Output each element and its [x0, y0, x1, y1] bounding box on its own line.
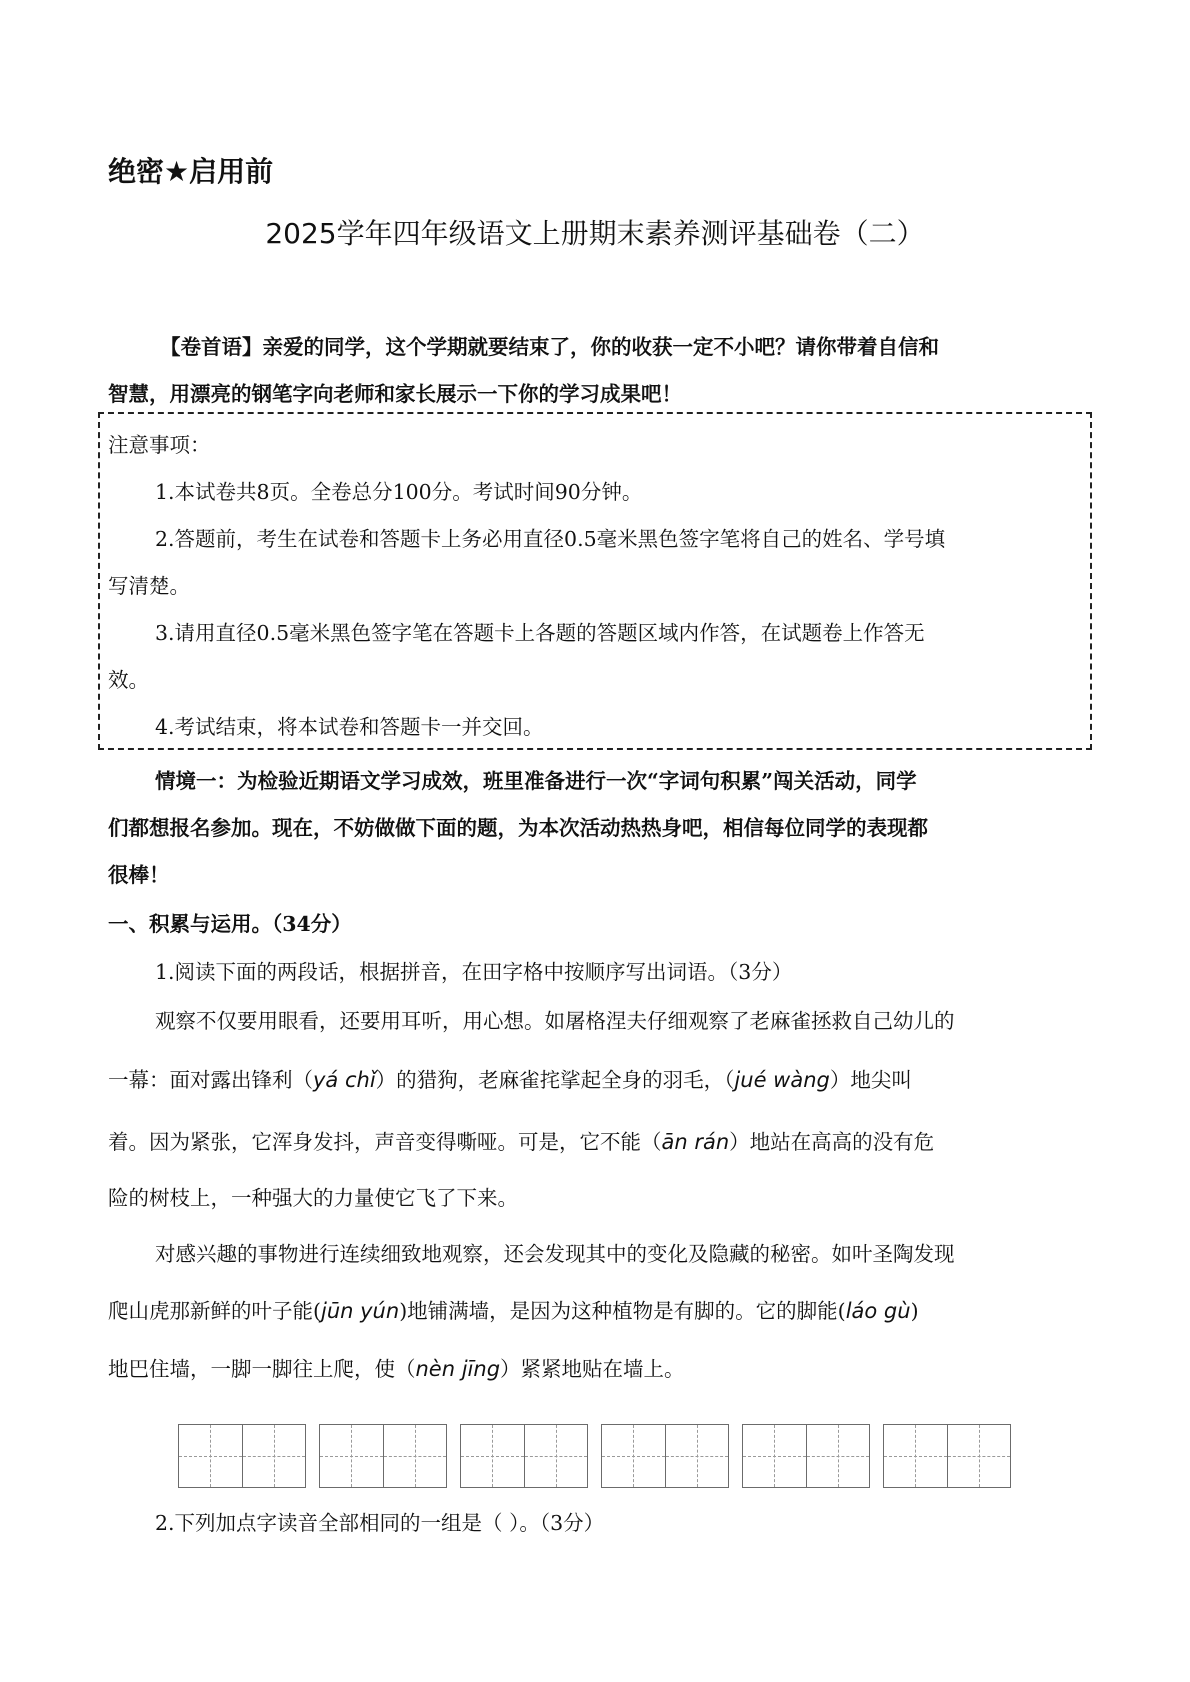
notice-heading: 注意事项：: [108, 433, 211, 457]
tianzige-pair-5[interactable]: [742, 1424, 870, 1488]
tianzige-pair-1[interactable]: [178, 1424, 306, 1488]
q1-para1-line2: [108, 1063, 912, 1093]
notice-item-2a: 2.答题前，考生在试卷和答题卡上务必用直径0.5毫米黑色签字笔将自己的姓名、学号填: [155, 527, 946, 551]
notice-item-2b: 写清楚。: [108, 574, 190, 598]
pinyin-nenjing: nèn jīng: [415, 1357, 501, 1381]
q1-para2-line3: [108, 1352, 685, 1382]
notice-item-1: 1.本试卷共8页。全卷总分100分。考试时间90分钟。: [155, 480, 643, 504]
tianzige-pair-3[interactable]: [460, 1424, 588, 1488]
preface-line-2: 智慧，用漂亮的钢笔字向老师和家长展示一下你的学习成果吧！: [108, 382, 682, 406]
q1-para2-line2: [108, 1294, 919, 1324]
text-segment: 一幕：面对露出锋利（: [108, 1068, 313, 1092]
exam-title: 2025学年四年级语文上册期末素养测评基础卷（二）: [265, 217, 925, 250]
pinyin-yachi: yá chǐ: [313, 1068, 376, 1092]
secret-mark: 绝密★启用前: [108, 155, 274, 188]
text-segment: 地巴住墙，一脚一脚往上爬，使（: [108, 1357, 416, 1381]
pinyin-laogu: láo gù: [845, 1299, 911, 1323]
q2-prompt: 2.下列加点字读音全部相同的一组是（ ）。（3分）: [155, 1511, 605, 1535]
text-segment: ）地尖叫: [829, 1068, 912, 1092]
notice-item-3b: 效。: [108, 668, 149, 692]
tianzige-pair-6[interactable]: [883, 1424, 1011, 1488]
scenario-line-3: 很棒！: [108, 863, 170, 887]
notice-box: [98, 412, 1092, 750]
q1-para1-line1: 观察不仅要用眼看，还要用耳听，用心想。如屠格涅夫仔细观察了老麻雀拯救自己幼儿的: [155, 1009, 955, 1033]
text-segment: ）紧紧地贴在墙上。: [500, 1357, 685, 1381]
q1-para1-line4: 险的树枝上，一种强大的力量使它飞了下来。: [108, 1186, 518, 1210]
q1-para2-line1: 对感兴趣的事物进行连续细致地观察，还会发现其中的变化及隐藏的秘密。如叶圣陶发现: [155, 1242, 955, 1266]
preface-line-1: 【卷首语】亲爱的同学，这个学期就要结束了，你的收获一定不小吧？请你带着自信和: [160, 335, 939, 359]
q1-prompt: 1.阅读下面的两段话，根据拼音，在田字格中按顺序写出词语。（3分）: [155, 960, 793, 984]
text-segment: )地铺满墙，是因为这种植物是有脚的。它的脚能(: [399, 1299, 846, 1323]
scenario-line-2: 们都想报名参加。现在，不妨做做下面的题，为本次活动热热身吧，相信每位同学的表现都: [108, 816, 928, 840]
q1-para1-line3: [108, 1125, 934, 1155]
scenario-line-1: 情境一：为检验近期语文学习成效，班里准备进行一次“字词句积累”闯关活动，同学: [155, 769, 917, 793]
notice-item-4: 4.考试结束，将本试卷和答题卡一并交回。: [155, 715, 544, 739]
tianzige-pair-2[interactable]: [319, 1424, 447, 1488]
notice-item-3a: 3.请用直径0.5毫米黑色签字笔在答题卡上各题的答题区域内作答，在试题卷上作答无: [155, 621, 925, 645]
pinyin-anran: ān rán: [661, 1130, 730, 1154]
pinyin-juewang: jué wàng: [734, 1068, 830, 1092]
tianzige-pair-4[interactable]: [601, 1424, 729, 1488]
text-segment: ): [910, 1299, 919, 1323]
section-1-heading: 一、积累与运用。（34分）: [108, 912, 352, 936]
text-segment: ）的猎狗，老麻雀挓挲起全身的羽毛，（: [375, 1068, 735, 1092]
text-segment: ）地站在高高的没有危: [729, 1130, 935, 1154]
text-segment: 着。因为紧张，它浑身发抖，声音变得嘶哑。可是，它不能（: [108, 1130, 662, 1154]
text-segment: 爬山虎那新鲜的叶子能(: [108, 1299, 321, 1323]
pinyin-junyun: jūn yún: [321, 1299, 400, 1323]
